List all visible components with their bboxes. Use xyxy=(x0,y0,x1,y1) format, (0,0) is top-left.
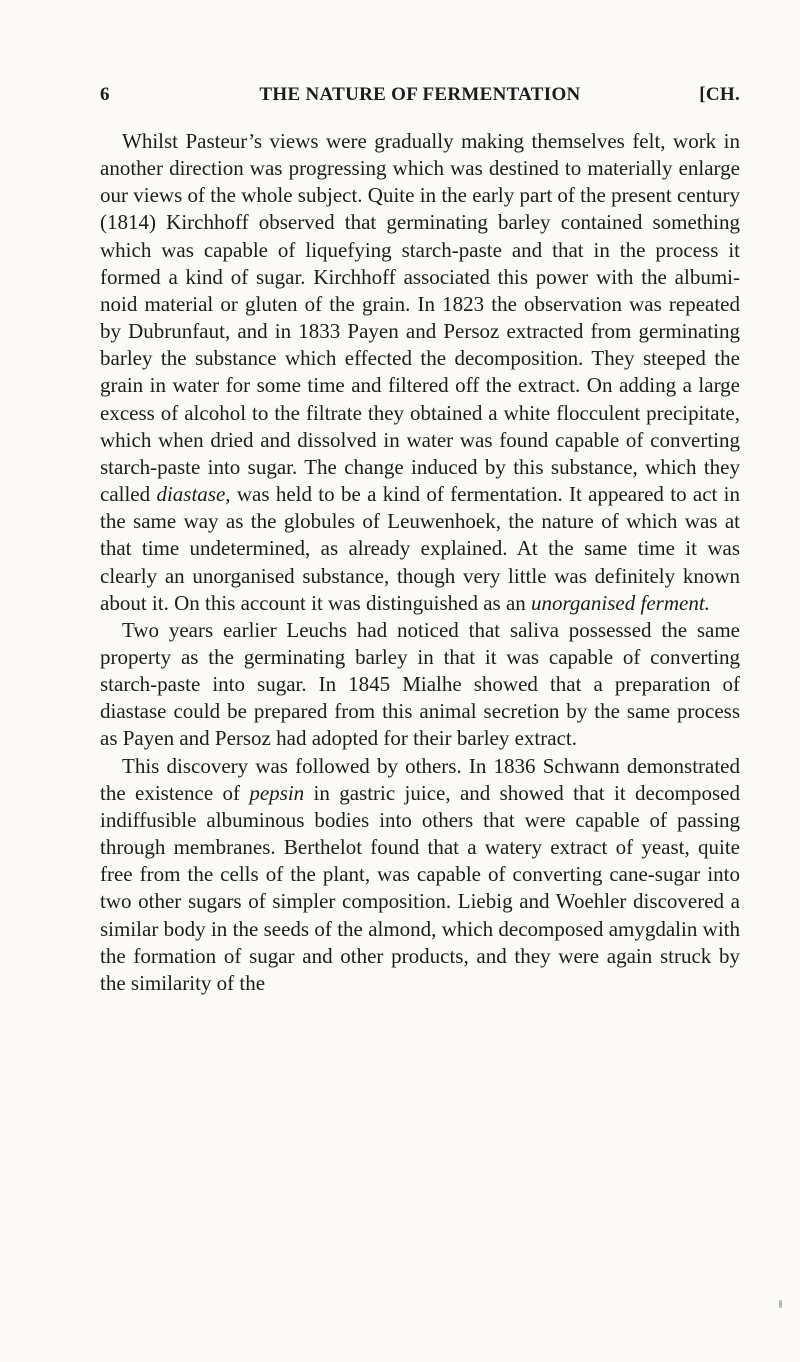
paper-speck xyxy=(779,1300,782,1308)
running-title: THE NATURE OF FERMENTATION xyxy=(259,84,581,105)
body-text xyxy=(100,128,740,997)
chapter-mark: [CH. xyxy=(699,84,740,105)
paragraph-3 xyxy=(100,753,740,997)
paragraph-1 xyxy=(100,128,740,617)
text-run: in gastric juice, and showed that it decomposed indiffusible albuminous bodies into others that were capable of passing through membranes. Berthelot found that a watery extract of yeast, quite free from the cells of the plant, was capable of converting cane-sugar into two other sugars of simpler composition. Liebig and Woehler discovered a similar body in the seeds of the almond, which decomposed amygdalin with the formation of sugar and other products, and they were again struck by the similarity of the xyxy=(100,780,740,995)
italic-term-pepsin: pepsin xyxy=(249,780,305,805)
text-run: Whilst Pasteur’s views were gradually making themselves felt, work in another direction was progressing which was destined to materially enlarge our views of the whole subject. Quite in the early part of the present century (1814) Kirchhoff observed that germinating barley contained something which was capable of liquefying starch-paste and that in the process it formed a kind of sugar. Kirchhoff associated this power with the albuminoid material or gluten of the grain. In 1823 the observation was repeated by Dubrunfaut, and in 1833 Payen and Persoz extracted from germinating barley the substance which effected the decomposition. They steeped the grain in water for some time and filtered off the extract. On adding a large excess of alcohol to the filtrate they obtained a white flocculent precipitate, which when dried and dissolved in water was found capable of converting starch-paste into sugar. The change induced by this substance, which they called xyxy=(100,129,740,507)
text-run: Two years earlier Leuchs had noticed that saliva possessed the same property as the germinating barley in that it was capable of converting starch-paste into sugar. In 1845 Mialhe showed that a preparation of diastase could be prepared from this animal secretion by the same process as Payen and Persoz had adopted for their barley extract. xyxy=(100,617,740,751)
italic-term-diastase: diastase, xyxy=(156,482,231,507)
page-header xyxy=(100,84,740,114)
page-number: 6 xyxy=(100,84,110,105)
italic-term-unorganised-ferment: unorganised ferment. xyxy=(531,590,710,615)
paragraph-2 xyxy=(100,617,740,753)
text-run: was held to be a kind of fermentation. It appeared to act in the same way as the globules of Leuwenhoek, the nature of which was at that time undetermined, as already explained. At the same time it was clearly an unorganised substance, though very little was definitely known about it. On this account it was distinguished as an xyxy=(100,482,740,615)
text-run: This discovery was followed by others. In 1836 Schwann demonstrated the existence of xyxy=(100,753,740,805)
